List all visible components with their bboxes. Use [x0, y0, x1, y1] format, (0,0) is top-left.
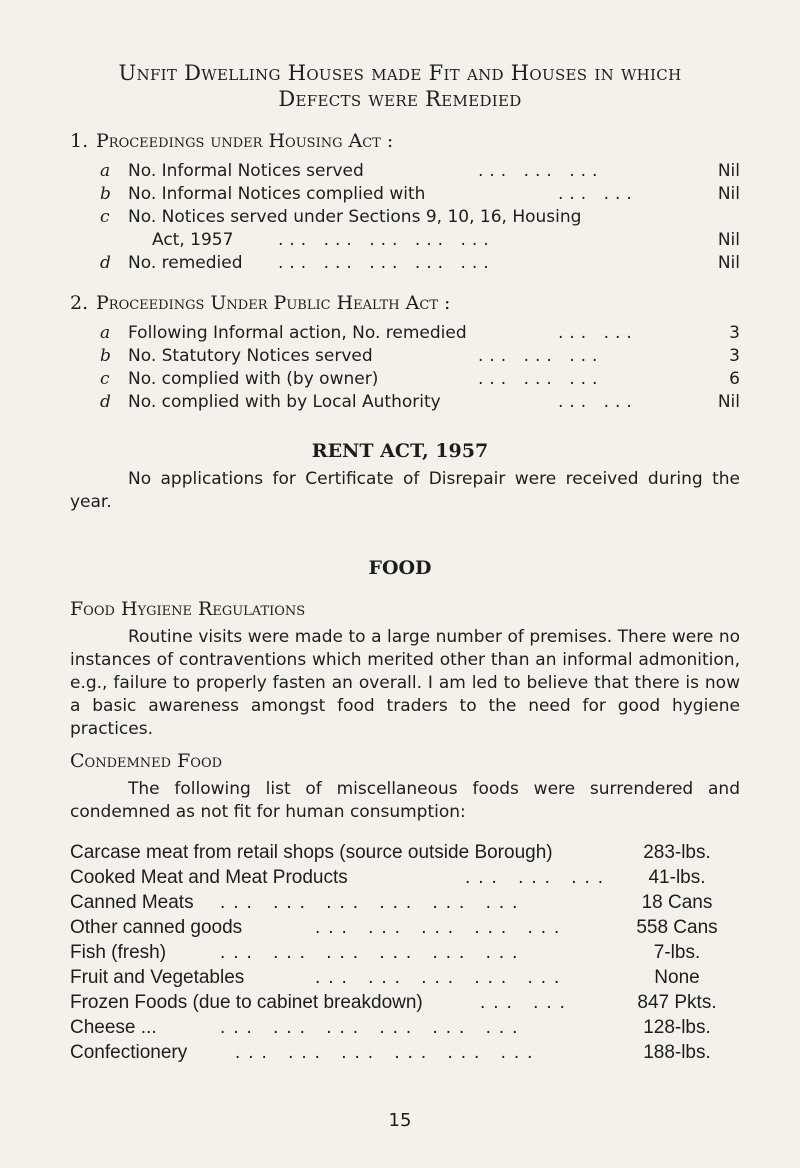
condemned-food-paragraph	[70, 778, 740, 824]
item-value: 3	[729, 346, 740, 366]
title-line-1: Unfit Dwelling Houses made Fit and Houses in which	[118, 61, 682, 85]
food-name: Canned Meats	[70, 892, 194, 913]
leader-dots: ... ... ...	[478, 161, 604, 181]
list-item	[70, 967, 750, 992]
list-item	[70, 892, 750, 917]
item-value: Nil	[717, 392, 740, 412]
food-name: Fruit and Vegetables	[70, 967, 245, 988]
list-item	[70, 867, 750, 892]
leader-dots: ... ... ... ... ...	[278, 230, 495, 250]
item-letter: c	[100, 207, 110, 227]
item-value: Nil	[717, 253, 740, 273]
food-amount: 41-lbs.	[648, 867, 706, 888]
list-item	[70, 1017, 750, 1042]
food-name: Fish (fresh)	[70, 942, 167, 963]
item-text: No. Notices served under Sections 9, 10, 16, Housing	[128, 207, 582, 227]
food-name: Confectionery	[70, 1042, 188, 1063]
rent-act-heading: RENT ACT, 1957	[311, 440, 489, 462]
food-name: Frozen Foods (due to cabinet breakdown)	[70, 992, 423, 1013]
food-hygiene-text: Routine visits were made to a large number of premises. There were no instances of contraventions which merited other than an informal admonition, e.g., failure to properly fasten an overall. I am led to believe that there is now a basic awareness amongst food traders to the need for good hygiene practices.	[70, 627, 740, 739]
item-text: No. complied with (by owner)	[128, 369, 379, 389]
food-amount: 18 Cans	[641, 892, 713, 913]
food-amount: None	[654, 967, 700, 988]
food-amount: 128-lbs.	[643, 1017, 711, 1038]
food-amount: 283-lbs.	[643, 842, 711, 863]
rent-act-text: No applications for Certificate of Disrepair were received during the year.	[70, 469, 740, 512]
housing-act-heading	[70, 130, 393, 152]
leader-dots: ... ... ... ... ... ...	[235, 1042, 541, 1063]
item-value: 3	[729, 323, 740, 343]
item-text: No. Statutory Notices served	[128, 346, 373, 366]
condemned-food-list	[70, 842, 750, 1067]
leader-dots: ... ... ... ... ...	[315, 967, 568, 988]
list-item	[70, 1042, 750, 1067]
food-name: Carcase meat from retail shops (source outside Borough)	[70, 842, 553, 863]
item-letter: b	[100, 346, 111, 366]
item-letter: d	[100, 253, 111, 273]
condemned-food-text: The following list of miscellaneous foods were surrendered and condemned as not fit for human consumption:	[70, 779, 740, 822]
section-title: Proceedings Under Public Health Act :	[96, 292, 451, 314]
item-text: Following Informal action, No. remedied	[128, 323, 467, 343]
page-title	[0, 60, 800, 112]
item-text: No. complied with by Local Authority	[128, 392, 441, 412]
leader-dots: ... ... ... ... ...	[278, 253, 495, 273]
food-name: Cheese ...	[70, 1017, 157, 1038]
list-item	[70, 942, 750, 967]
item-text: No. remedied	[128, 253, 243, 273]
leader-dots: ... ...	[480, 992, 573, 1013]
page-number: 15	[388, 1110, 412, 1131]
food-amount: 188-lbs.	[643, 1042, 711, 1063]
item-letter: d	[100, 392, 111, 412]
item-value: Nil	[717, 184, 740, 204]
leader-dots: ... ... ...	[478, 346, 604, 366]
item-letter: b	[100, 184, 111, 204]
item-value: 6	[729, 369, 740, 389]
leader-dots: ... ... ...	[465, 867, 612, 888]
food-name: Other canned goods	[70, 917, 243, 938]
food-amount: 558 Cans	[636, 917, 718, 938]
item-letter: a	[100, 323, 111, 343]
leader-dots: ... ... ...	[478, 369, 604, 389]
leader-dots: ... ...	[558, 392, 638, 412]
list-item	[70, 842, 750, 867]
leader-dots: ... ...	[558, 323, 638, 343]
leader-dots: ... ...	[558, 184, 638, 204]
food-amount: 7-lbs.	[653, 942, 701, 963]
food-name: Cooked Meat and Meat Products	[70, 867, 348, 888]
title-line-2: Defects were Remedied	[278, 87, 522, 111]
item-letter: a	[100, 161, 111, 181]
item-text: No. Informal Notices served	[128, 161, 364, 181]
section-title: Proceedings under Housing Act :	[96, 130, 394, 152]
item-letter: c	[100, 369, 110, 389]
leader-dots: ... ... ... ... ... ...	[220, 1017, 526, 1038]
leader-dots: ... ... ... ... ... ...	[220, 892, 526, 913]
item-text: Act, 1957	[152, 230, 234, 250]
food-amount: 847 Pkts.	[637, 992, 717, 1013]
rent-act-paragraph	[70, 468, 740, 514]
condemned-food-heading: Condemned Food	[70, 750, 223, 772]
list-item	[70, 992, 750, 1017]
section-number: 1.	[70, 130, 89, 152]
leader-dots: ... ... ... ... ...	[315, 917, 568, 938]
food-hygiene-heading: Food Hygiene Regulations	[70, 598, 306, 620]
food-hygiene-paragraph	[70, 626, 740, 741]
item-text: No. Informal Notices complied with	[128, 184, 426, 204]
item-value: Nil	[717, 161, 740, 181]
public-health-act-heading	[70, 292, 450, 314]
food-heading: FOOD	[368, 557, 432, 579]
leader-dots: ... ... ... ... ... ...	[220, 942, 526, 963]
item-value: Nil	[717, 230, 740, 250]
section-number: 2.	[70, 292, 89, 314]
list-item	[70, 917, 750, 942]
